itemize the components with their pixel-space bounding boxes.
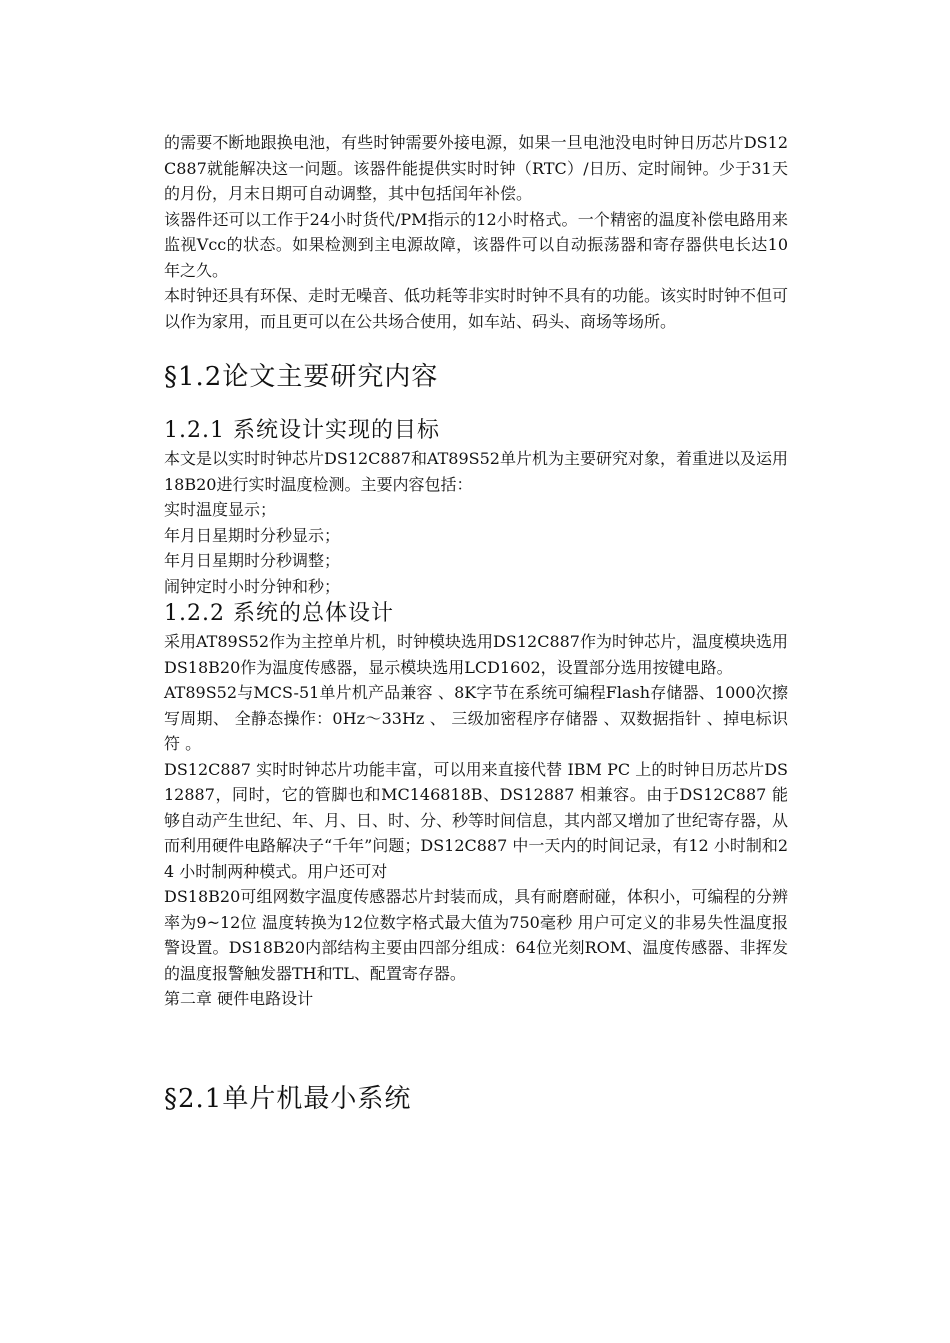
design-paragraph: AT89S52与MCS-51单片机产品兼容 、8K字节在系统可编程Flash存储器、1000次擦写周期、 全静态操作：0Hz～33Hz 、 三级加密程序存储器 、双数据指针 、掉电标识符 。	[164, 683, 788, 753]
design-paragraph: 采用AT89S52作为主控单片机，时钟模块选用DS12C887作为时钟芯片，温度模块选用DS18B20作为温度传感器，显示模块选用LCD1602，设置部分选用按键电路。	[164, 632, 788, 677]
intro-paragraph: 该器件还可以工作于24小时货代/PM指示的12小时格式。一个精密的温度补偿电路用来监视Vcc的状态。如果检测到主电源故障，该器件可以自动振荡器和寄存器供电长达10年之久。	[164, 209, 788, 280]
list-item: 年月日星期时分秒调整；	[164, 551, 341, 570]
document-page	[164, 130, 788, 1116]
chapter-title: 第二章 硬件电路设计	[164, 989, 314, 1008]
intro-paragraph: 的需要不断地跟换电池，有些时钟需要外接电源，如果一旦电池没电时钟日历芯片DS12C887就能解决这一问题。该器件能提供实时时钟（RTC）/日历、定时闹钟。少于31天的月份，月末日期可自动调整，其中包括闰年补偿。	[164, 133, 788, 203]
list-item: 实时温度显示；	[164, 500, 277, 519]
subsection-heading-1-2-2: 1.2.2 系统的总体设计	[164, 601, 394, 626]
design-paragraph: DS12C887 实时时钟芯片功能丰富，可以用来直接代替 IBM PC 上的时钟日历芯片DS12887，同时，它的管脚也和MC146818B、DS12887 相兼容。由于DS12C887 能够自动产生世纪、年、月、日、时、分、秒等时间信息，其内部又增加了世纪寄存器，从而利用硬件电路解决子“千年”问题；DS12C887 中一天内的时间记录，有12 小时制和24 小时制两种模式。用户还可对	[164, 759, 789, 881]
list-item: 年月日星期时分秒显示；	[164, 525, 341, 545]
design-paragraph: DS18B20可组网数字温度传感器芯片封装而成，具有耐磨耐碰，体积小，可编程的分辨率为9~12位 温度转换为12位数字格式最大值为750毫秒 用户可定义的非易失性温度报警设置。DS18B20内部结构主要由四部分组成：64位光刻ROM、温度传感器、非挥发的温度报警触发器TH和TL、配置寄存器。	[164, 887, 788, 983]
section-heading-2-1: §2.1单片机最小系统	[164, 1083, 412, 1114]
list-item: 闹钟定时小时分钟和秒；	[164, 576, 341, 596]
intro-paragraph: 本时钟还具有环保、走时无噪音、低功耗等非实时时钟不具有的功能。该实时时钟不但可以作为家用，而且更可以在公共场合使用，如车站、码头、商场等场所。	[164, 286, 789, 331]
subsection-heading-1-2-1: 1.2.1 系统设计实现的目标	[164, 418, 440, 443]
subsection-paragraph: 本文是以实时时钟芯片DS12C887和AT89S52单片机为主要研究对象，着重进以及运用18B20进行实时温度检测。主要内容包括：	[164, 449, 788, 494]
section-heading-1-2: §1.2论文主要研究内容	[164, 362, 439, 392]
